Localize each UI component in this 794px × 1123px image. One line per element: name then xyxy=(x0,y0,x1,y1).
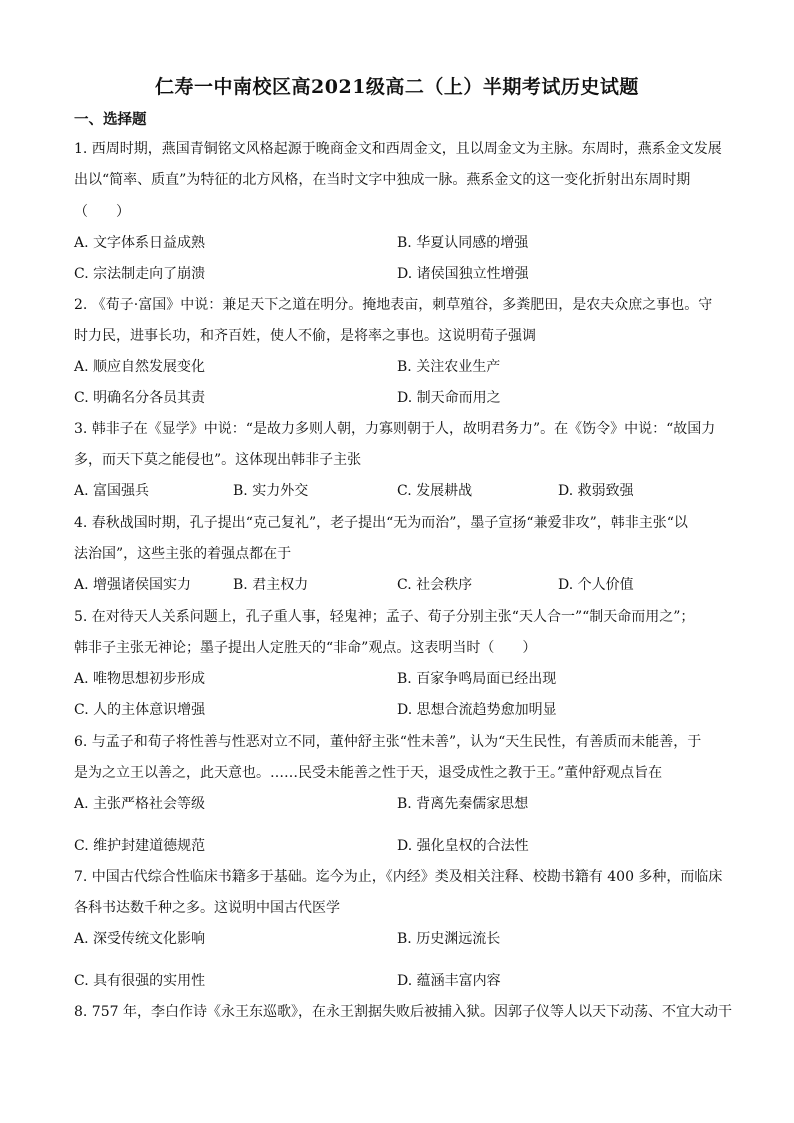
q4-option-c[interactable]: C. 社会秩序 xyxy=(397,577,473,593)
q2-option-b[interactable]: B. 关注农业生产 xyxy=(397,359,501,375)
q7-option-b[interactable]: B. 历史渊远流长 xyxy=(397,931,501,947)
q6-option-b[interactable]: B. 背离先秦儒家思想 xyxy=(397,796,529,812)
q7-option-d[interactable]: D. 蕴涵丰富内容 xyxy=(397,973,501,989)
q5-option-d[interactable]: D. 思想合流趋势愈加明显 xyxy=(397,702,557,718)
q2-option-c[interactable]: C. 明确名分各员其责 xyxy=(74,390,206,406)
q5-line-1: 5. 在对待天人关系问题上，孔子重人事，轻鬼神；孟子、荀子分别主张“天人合一”“制天命而用之”； xyxy=(74,609,695,625)
q2-option-a[interactable]: A. 顺应自然发展变化 xyxy=(74,359,206,375)
q6-option-a[interactable]: A. 主张严格社会等级 xyxy=(74,796,206,812)
q4-line-1: 4. 春秋战国时期，孔子提出“克己复礼”，老子提出“无为而治”，墨子宣扬“兼爱非攻”，韩非主张“以 xyxy=(74,515,688,531)
q1-option-d[interactable]: D. 诸侯国独立性增强 xyxy=(397,266,529,282)
q8-line-1: 8. 757 年，李白作诗《永王东巡歌》，在永王割据失败后被捕入狱。因郭子仪等人以天下动荡、不宜大动干 xyxy=(74,1004,732,1020)
q1-line-3: （ ） xyxy=(74,204,130,220)
q1-line-1: 1. 西周时期，燕国青铜铭文风格起源于晚商金文和西周金文，且以周金文为主脉。东周时，燕系金文发展 xyxy=(74,141,722,157)
q6-option-d[interactable]: D. 强化皇权的合法性 xyxy=(397,838,529,854)
q2-line-1: 2. 《荀子·富国》中说：兼足天下之道在明分。掩地表亩，刺草殖谷，多粪肥田，是农夫众庶之事也。守 xyxy=(74,297,713,313)
q3-option-a[interactable]: A. 富国强兵 xyxy=(74,483,150,499)
q4-line-2: 法治国”，这些主张的着强点都在于 xyxy=(74,546,292,562)
q1-option-b[interactable]: B. 华夏认同感的增强 xyxy=(397,235,529,251)
q6-line-1: 6. 与孟子和荀子将性善与性恶对立不同，董仲舒主张“性未善”，认为“天生民性，有善质而未能善，于 xyxy=(74,734,702,750)
q4-option-b[interactable]: B. 君主权力 xyxy=(233,577,309,593)
q7-line-2: 各科书达数千种之多。这说明中国古代医学 xyxy=(74,900,340,916)
q3-option-b[interactable]: B. 实力外交 xyxy=(233,483,309,499)
q5-line-2: 韩非子主张无神论；墨子提出人定胜天的“非命”观点。这表明当时（ ） xyxy=(74,640,537,656)
q5-option-b[interactable]: B. 百家争鸣局面已经出现 xyxy=(397,671,557,687)
q2-option-d[interactable]: D. 制天命而用之 xyxy=(397,390,501,406)
q3-line-2: 多，而天下莫之能侵也”。这体现出韩非子主张 xyxy=(74,452,362,468)
q3-line-1: 3. 韩非子在《显学》中说：“是故力多则人朝，力寡则朝于人，故明君务力”。在《饬令》中说：“故国力 xyxy=(74,421,716,437)
q5-option-a[interactable]: A. 唯物思想初步形成 xyxy=(74,671,206,687)
q6-option-c[interactable]: C. 维护封建道德规范 xyxy=(74,838,206,854)
q7-option-c[interactable]: C. 具有很强的实用性 xyxy=(74,973,206,989)
q7-line-1: 7. 中国古代综合性临床书籍多于基础。迄今为止，《内经》类及相关注释、校勘书籍有 400 多种，而临床 xyxy=(74,869,723,885)
section-heading: 一、选择题 xyxy=(74,111,147,128)
q3-option-d[interactable]: D. 救弱致强 xyxy=(558,483,634,499)
q4-option-a[interactable]: A. 增强诸侯国实力 xyxy=(74,577,192,593)
q1-option-c[interactable]: C. 宗法制走向了崩溃 xyxy=(74,266,206,282)
q5-option-c[interactable]: C. 人的主体意识增强 xyxy=(74,702,206,718)
q1-line-2: 出以“简率、质直”为特征的北方风格，在当时文字中独成一脉。燕系金文的这一变化折射出东周时期 xyxy=(74,172,691,188)
q6-line-2: 是为之立王以善之，此天意也。……民受未能善之性于天，退受成性之教于王。”董仲舒观点旨在 xyxy=(74,765,663,781)
exam-title: 仁寿一中南校区高2021级高二（上）半期考试历史试题 xyxy=(155,76,639,98)
q4-option-d[interactable]: D. 个人价值 xyxy=(558,577,634,593)
q1-option-a[interactable]: A. 文字体系日益成熟 xyxy=(74,235,206,251)
q7-option-a[interactable]: A. 深受传统文化影响 xyxy=(74,931,206,947)
q2-line-2: 时力民，进事长功，和齐百姓，使人不偷，是将率之事也。这说明荀子强调 xyxy=(74,328,536,344)
q3-option-c[interactable]: C. 发展耕战 xyxy=(397,483,473,499)
